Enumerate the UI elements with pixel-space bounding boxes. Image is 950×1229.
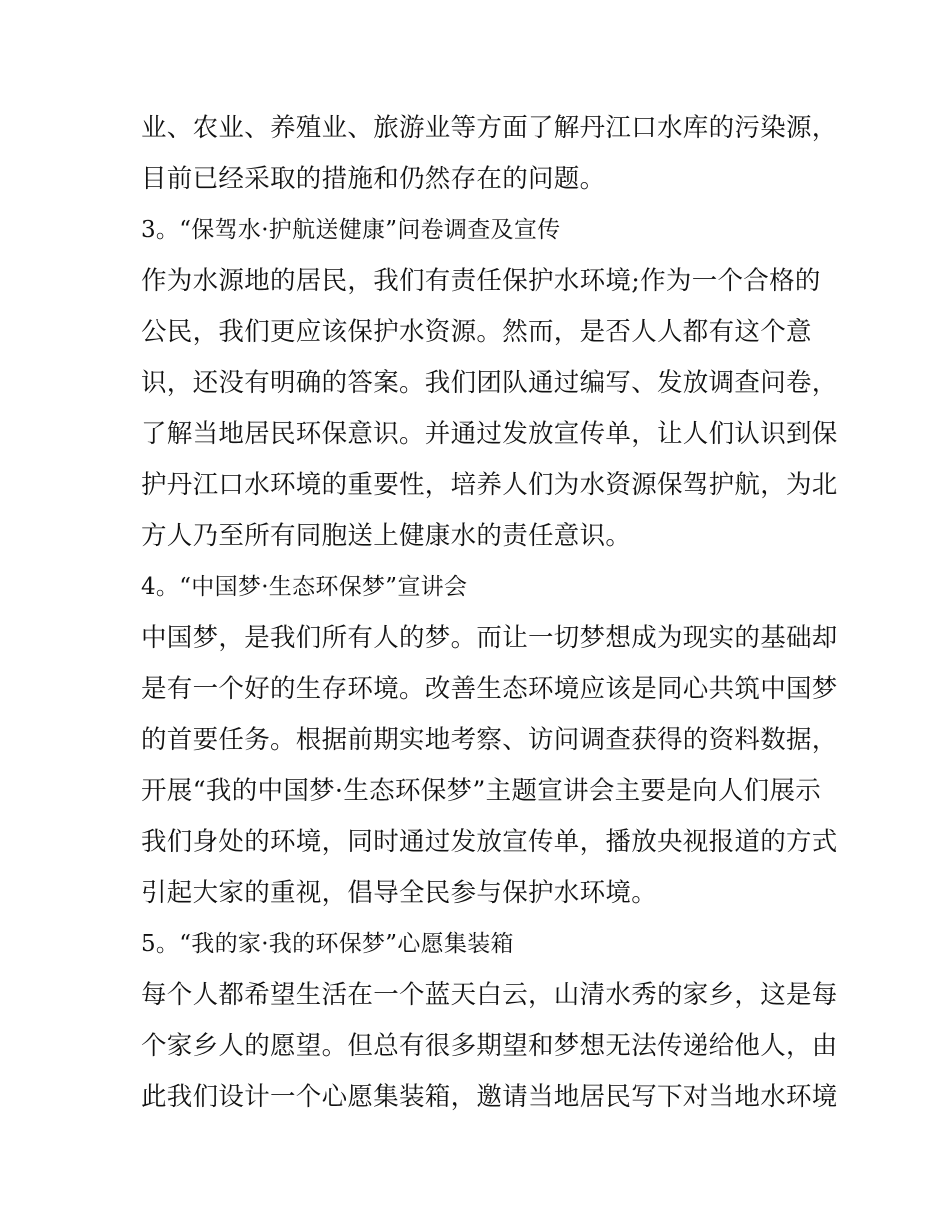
paragraph-line: 识，还没有明确的答案。我们团队通过编写、发放调查问卷， (141, 368, 838, 398)
paragraph-line: 护丹江口水环境的重要性，培养人们为水资源保驾护航，为北 (141, 470, 838, 500)
section-heading-4: 4。“中国梦·生态环保梦”宣讲会 (141, 574, 468, 600)
paragraph-line: 了解当地居民环保意识。并通过发放宣传单，让人们认识到保 (141, 419, 838, 449)
paragraph-line: 开展“我的中国梦·生态环保梦”主题宣讲会主要是向人们展示 (141, 776, 822, 806)
paragraph-line: 作为水源地的居民，我们有责任保护水环境;作为一个合格的 (141, 266, 821, 296)
paragraph-line: 业、农业、养殖业、旅游业等方面了解丹江口水库的污染源， (141, 113, 838, 143)
paragraph-line: 的首要任务。根据前期实地考察、访问调查获得的资料数据， (141, 725, 838, 755)
paragraph-line: 我们身处的环境，同时通过发放宣传单，播放央视报道的方式 (141, 827, 838, 857)
section-heading-3: 3。“保驾水·护航送健康”问卷调查及宣传 (141, 217, 561, 243)
paragraph-line: 引起大家的重视，倡导全民参与保护水环境。 (141, 878, 658, 908)
paragraph-line: 公民，我们更应该保护水资源。然而，是否人人都有这个意 (141, 317, 812, 347)
paragraph-line: 每个人都希望生活在一个蓝天白云，山清水秀的家乡，这是每 (141, 980, 838, 1010)
section-heading-5: 5。“我的家·我的环保梦”心愿集装箱 (141, 931, 514, 957)
paragraph-line: 中国梦，是我们所有人的梦。而让一切梦想成为现实的基础却 (141, 623, 838, 653)
paragraph-line: 是有一个好的生存环境。改善生态环境应该是同心共筑中国梦 (141, 674, 838, 704)
paragraph-line: 目前已经采取的措施和仍然存在的问题。 (141, 164, 606, 194)
paragraph-line: 个家乡人的愿望。但总有很多期望和梦想无法传递给他人，由 (141, 1031, 838, 1061)
paragraph-line: 此我们设计一个心愿集装箱，邀请当地居民写下对当地水环境 (141, 1082, 838, 1112)
paragraph-line: 方人乃至所有同胞送上健康水的责任意识。 (141, 521, 632, 551)
